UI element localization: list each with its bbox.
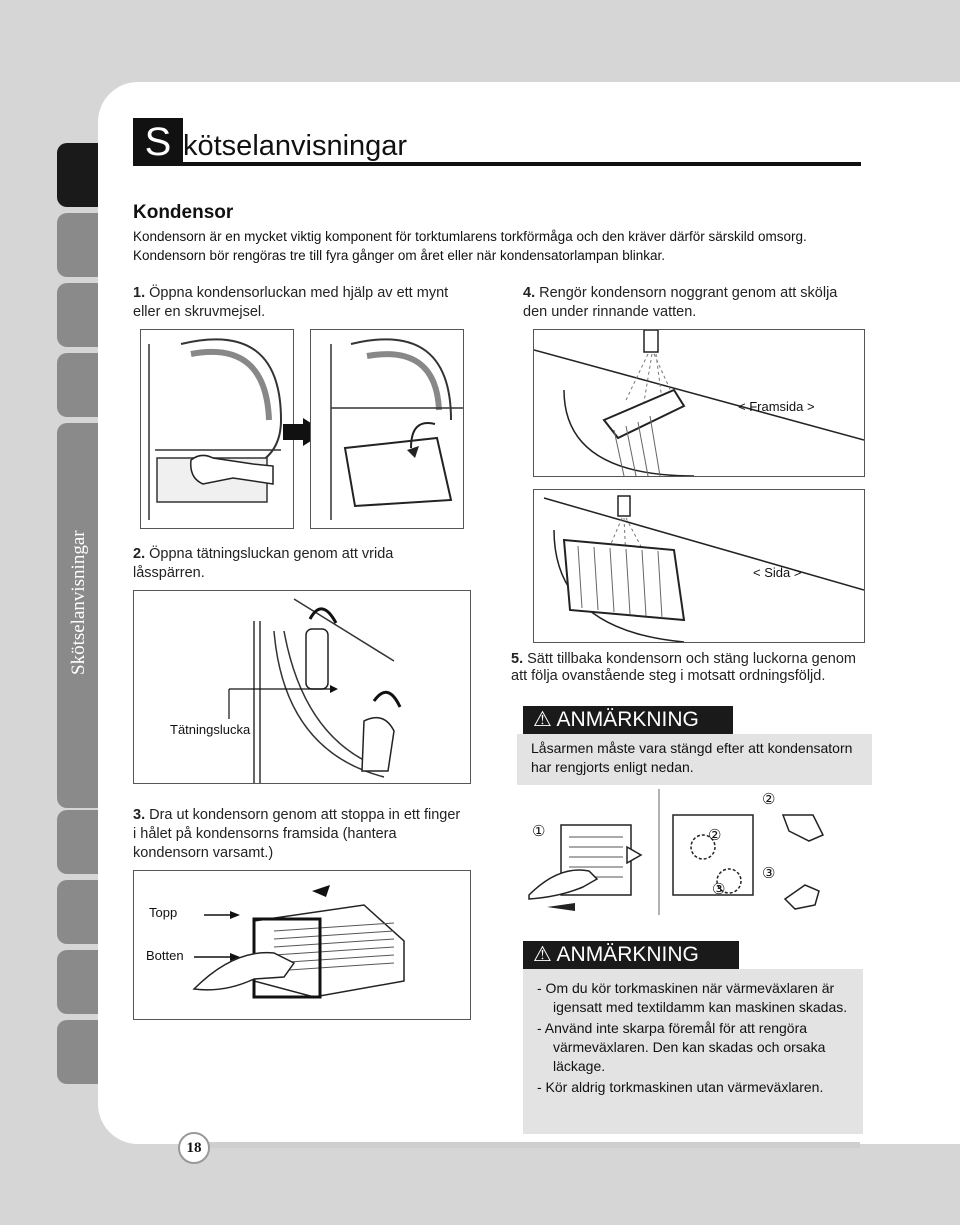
step-number: 5. <box>511 651 524 667</box>
label-side: < Sida > <box>753 565 802 580</box>
label-step-3: ③ <box>762 865 776 882</box>
label-step-1: ① <box>532 823 546 840</box>
chapter-tab <box>57 880 99 944</box>
label-seal-door: Tätningslucka <box>170 722 251 737</box>
title-underline <box>183 162 861 166</box>
figure-rinse-side <box>533 489 865 643</box>
note-2-item: - Om du kör torkmaskinen när värmeväxlaren är igensatt med textildamm kan maskinen skadas. <box>537 980 848 1015</box>
note-heading-text: ANMÄRKNING <box>556 943 699 966</box>
step-text: Rengör kondensorn noggrant genom att skölja den under rinnande vatten. <box>523 285 838 320</box>
chapter-tab <box>57 213 99 277</box>
chapter-tab <box>57 950 99 1014</box>
note-2-box <box>523 969 863 1134</box>
section-heading: Kondensor <box>133 202 234 223</box>
step-5 <box>511 651 861 685</box>
arrow-shaft <box>283 424 305 440</box>
note-2-item: - Kör aldrig torkmaskinen utan värmeväxlaren. <box>537 1079 824 1095</box>
figure-open-condenser-door <box>140 329 294 529</box>
step-text: Öppna kondensorluckan med hjälp av ett mynt eller en skruvmejsel. <box>133 285 449 320</box>
step-3 <box>133 806 463 863</box>
figure-rinse-front <box>533 329 865 477</box>
footer-line <box>208 1142 860 1148</box>
chapter-tab <box>57 1020 99 1084</box>
note-2-item: - Använd inte skarpa föremål för att rengöra värmeväxlaren. Den kan skadas och orsaka läckage. <box>537 1020 826 1074</box>
label-front: < Framsida > <box>738 399 815 414</box>
note-2-heading <box>523 941 739 969</box>
page-number: 18 <box>178 1132 210 1164</box>
side-chapter-label: Skötselanvisningar <box>68 530 89 675</box>
label-bottom: Botten <box>146 948 184 963</box>
chapter-tab <box>57 810 99 874</box>
note-1-box <box>517 734 872 785</box>
step-number: 2. <box>133 546 146 562</box>
step-4 <box>523 284 863 322</box>
step-number: 3. <box>133 807 146 823</box>
title-text: kötselanvisningar <box>183 130 408 162</box>
note-1-heading <box>523 706 733 734</box>
figure-pull-out-condenser <box>133 870 471 1020</box>
label-step-2-inset: ② <box>708 827 722 844</box>
title-initial: S <box>133 118 183 166</box>
page-title <box>133 118 861 168</box>
label-step-2: ② <box>762 791 776 808</box>
step-2 <box>133 545 453 583</box>
warning-icon: ⚠ <box>533 943 552 966</box>
label-top: Topp <box>149 905 178 920</box>
step-1 <box>133 284 453 322</box>
warning-icon: ⚠ <box>533 708 552 731</box>
chapter-tab-active <box>57 143 99 207</box>
figure-condenser-door-open <box>310 329 464 529</box>
step-text: Sätt tillbaka kondensorn och stäng luckorna genom att följa ovanstående steg i motsatt ordningsföljd. <box>511 651 856 684</box>
figure-seal-door <box>133 590 471 784</box>
section-intro: Kondensorn är en mycket viktig komponent för torktumlarens torkförmåga och den kräver därför särskild omsorg. Kondensorn bör rengöras tre till fyra gånger om året eller när kondensatorlampan blinkar. <box>133 229 807 263</box>
figure-reassembly <box>523 785 861 919</box>
step-number: 4. <box>523 285 536 301</box>
note-1-text: Låsarmen måste vara stängd efter att kondensatorn har rengjorts enligt nedan. <box>531 740 853 775</box>
label-step-3-inset: ③ <box>712 881 726 898</box>
step-number: 1. <box>133 285 146 301</box>
note-heading-text: ANMÄRKNING <box>556 708 699 731</box>
step-text: Öppna tätningsluckan genom att vrida låsspärren. <box>133 546 394 581</box>
step-text: Dra ut kondensorn genom att stoppa in ett finger i hålet på kondensorns framsida (hantera kondensorn varsamt.) <box>133 807 461 861</box>
